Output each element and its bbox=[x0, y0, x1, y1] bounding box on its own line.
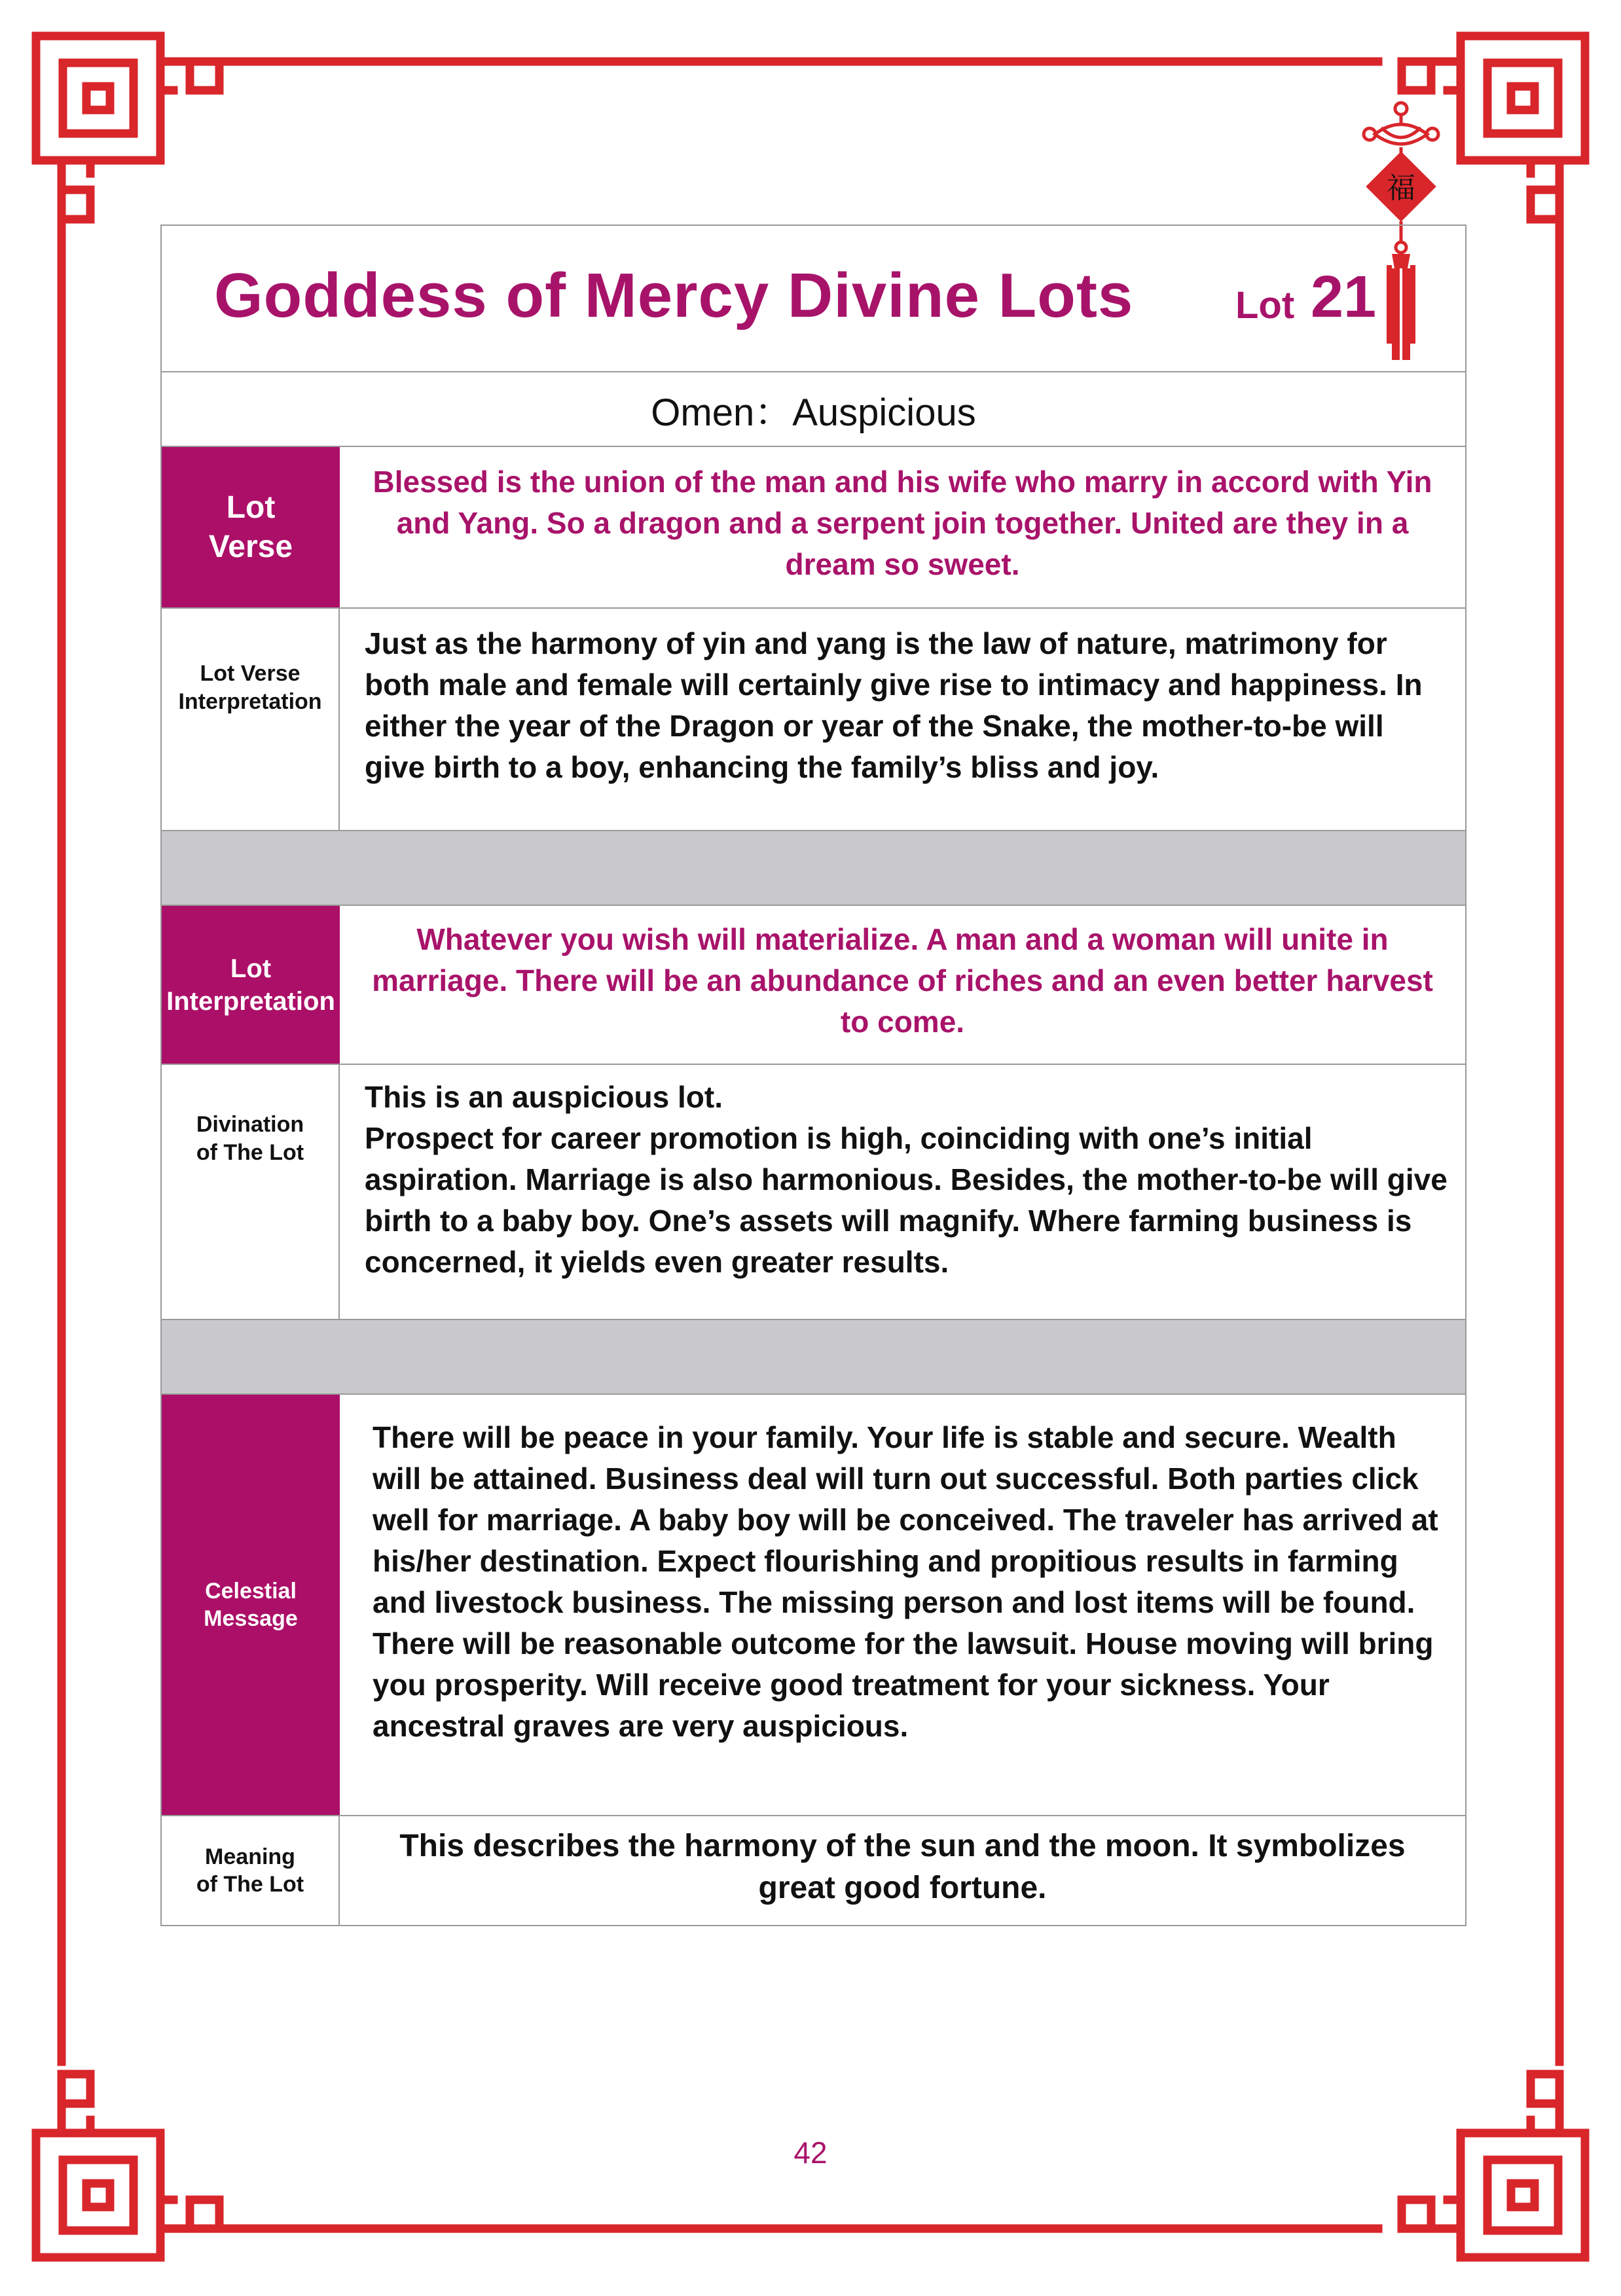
lot-verse-label bbox=[162, 447, 340, 607]
lot-verse-interpretation-label-line1: Lot Verse bbox=[200, 661, 301, 686]
lot-interpretation-label-line1: Lot bbox=[230, 954, 272, 983]
omen-text: Omen：Auspicious bbox=[651, 391, 976, 434]
lot-interpretation-row bbox=[162, 906, 1465, 1065]
divination-label-line2: of The Lot bbox=[196, 1139, 304, 1165]
celestial-message-label-line1: Celestial bbox=[205, 1578, 297, 1604]
celestial-message-row bbox=[162, 1395, 1465, 1816]
celestial-message-label bbox=[162, 1395, 340, 1815]
page-title: Goddess of Mercy Divine Lots bbox=[214, 260, 1134, 331]
celestial-message-label-line2: Message bbox=[204, 1606, 298, 1631]
divination-row bbox=[162, 1065, 1465, 1320]
lot-verse-interpretation-row bbox=[162, 609, 1465, 831]
celestial-message-text: There will be peace in your family. Your life is stable and secure. Wealth will be attained. Business deal will turn out successful. Both parties click well for marriage. A baby boy will be conceived. The traveler has arrived at his/her destination. Expect flourishing and propitious results in farming and livestock business. The missing person and lost items will be found. There will be reasonable outcome for the lawsuit. House moving will bring you prosperity. Will receive good treatment for your sickness. Your ancestral graves are very auspicious. bbox=[373, 1420, 1438, 1743]
divination-text: This is an auspicious lot. Prospect for career promotion is high, coinciding with one’s initial aspiration. Marriage is also harmonious. Besides, the mother-to-be will give birth to a baby boy. One’s assets will magnify. Where farming business is concerned, it yields even greater results. bbox=[365, 1080, 1448, 1279]
page-number: 42 bbox=[793, 2136, 828, 2170]
charm-character: 福 bbox=[1387, 171, 1415, 205]
meaning-label bbox=[162, 1816, 340, 1925]
separator-band bbox=[162, 1320, 1465, 1395]
lot-number: 21 bbox=[1311, 264, 1377, 330]
lot-interpretation-label bbox=[162, 906, 340, 1064]
omen-row bbox=[162, 372, 1465, 447]
meaning-label-line1: Meaning bbox=[205, 1844, 295, 1869]
meaning-row bbox=[162, 1816, 1465, 1925]
divination-label-line1: Divination bbox=[196, 1112, 304, 1137]
divination-label bbox=[162, 1065, 340, 1319]
separator-band bbox=[162, 831, 1465, 906]
lot-interpretation-text: Whatever you wish will materialize. A man and a woman will unite in marriage. There will be an abundance of riches and an even better harvest to come. bbox=[372, 922, 1433, 1039]
title-row bbox=[162, 226, 1465, 372]
meaning-label-line2: of The Lot bbox=[196, 1872, 304, 1897]
meaning-text: This describes the harmony of the sun and the moon. It symbolizes great good fortune. bbox=[399, 1829, 1406, 1905]
lot-verse-label-line1: Lot bbox=[226, 490, 276, 525]
lot-card bbox=[160, 224, 1466, 1926]
lot-verse-row bbox=[162, 447, 1465, 609]
lot-interpretation-label-line2: Interpretation bbox=[166, 986, 335, 1016]
lot-verse-interpretation-label bbox=[162, 609, 340, 830]
lot-verse-interpretation-label-line2: Interpretation bbox=[178, 689, 322, 714]
lot-verse-interpretation-text: Just as the harmony of yin and yang is the law of nature, matrimony for both male and female will certainly give rise to intimacy and happiness. In either the year of the Dragon or year of the Snake, the mother-to-be will give birth to a boy, enhancing the family’s bliss and joy. bbox=[365, 626, 1423, 784]
lot-verse-label-line2: Verse bbox=[208, 529, 293, 564]
lot-verse-text: Blessed is the union of the man and his wife who marry in accord with Yin and Yang. So a dragon and a serpent join together. United are they in a dream so sweet. bbox=[373, 465, 1432, 581]
lot-label: Lot bbox=[1235, 284, 1295, 327]
